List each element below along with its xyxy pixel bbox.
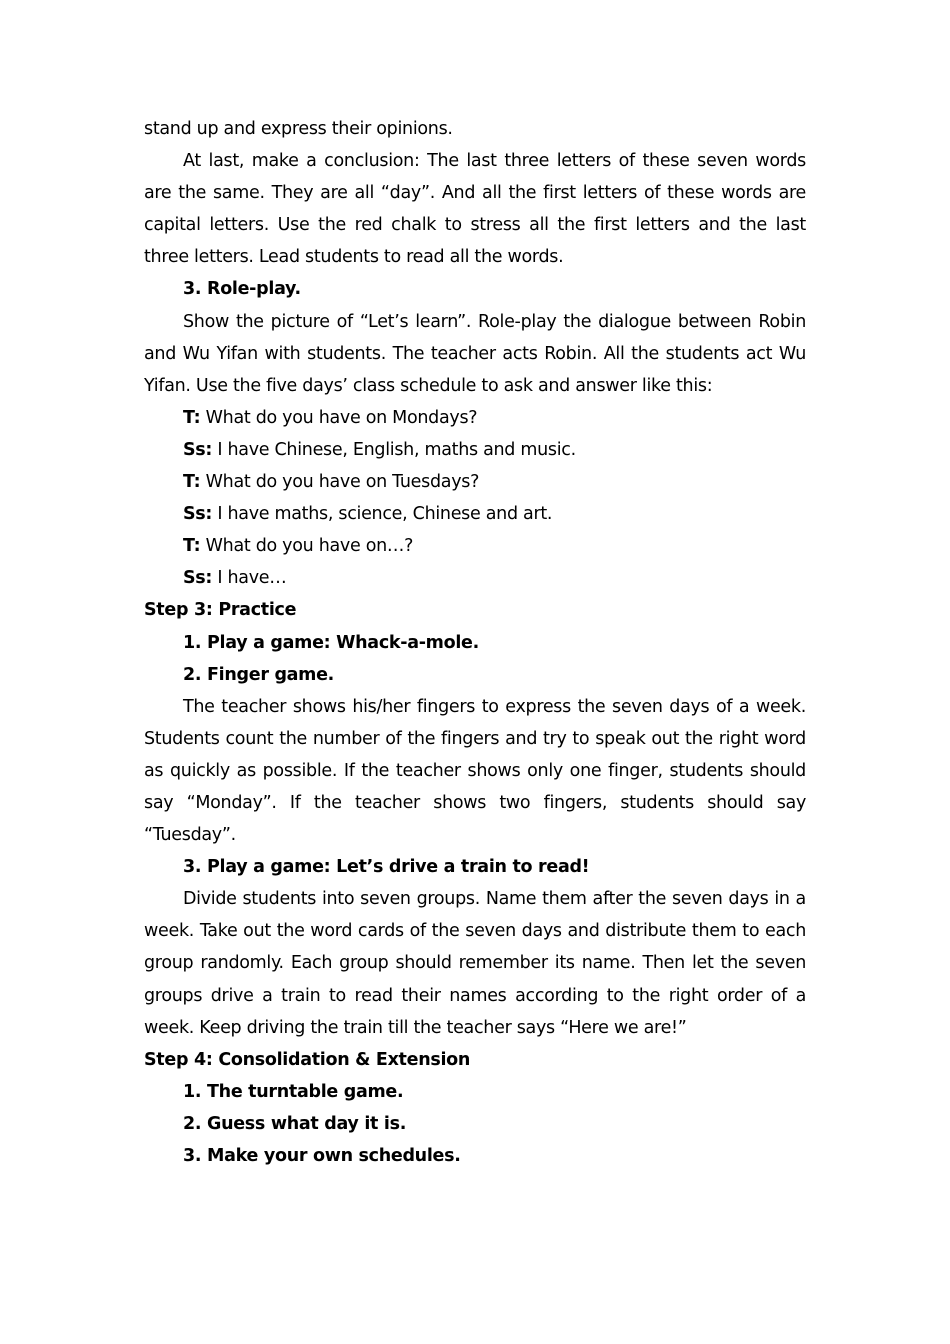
dialogue-text: What do you have on…? [200,536,414,557]
step3-item-train-game: 3. Play a game: Let’s drive a train to read! [183,857,590,878]
step3-item-whack-a-mole: 1. Play a game: Whack-a-mole. [183,632,479,653]
paragraph-roleplay: Show the picture of “Let’s learn”. Role-play the dialogue between Robin and Wu Yifan with students. The teacher acts Robin. All the students act Wu Yifan. Use the five days’ class schedule to ask and answer like this: [144,311,806,396]
speaker-label: T: [183,472,201,493]
step4-item-turntable: 1. The turntable game. [183,1081,404,1102]
dialogue-line [144,562,806,594]
speaker-label: Ss: [183,504,213,525]
paragraph-opening: stand up and express their opinions. [144,119,453,139]
dialogue-line [144,466,806,498]
dialogue-line [144,498,806,530]
dialogue-line [144,530,806,562]
roleplay-heading: 3. Role-play. [183,279,301,300]
dialogue-line [144,402,806,434]
paragraph-conclusion: At last, make a conclusion: The last three letters of these seven words are the same. They are all “day”. And all the first letters of these words are capital letters. Use the red chalk to stress all the first letters and the last three letters. Lead students to read all the words. [144,151,806,268]
speaker-label: Ss: [183,568,213,589]
step3-item-finger-game: 2. Finger game. [183,664,335,685]
speaker-label: Ss: [183,439,213,460]
step4-item-schedules: 3. Make your own schedules. [183,1146,461,1166]
step3-heading: Step 3: Practice [144,600,297,621]
step4-heading: Step 4: Consolidation & Extension [144,1049,471,1070]
speaker-label: T: [183,407,201,428]
dialogue [144,402,806,595]
dialogue-text: I have Chinese, English, maths and music. [212,439,576,460]
paragraph-train-game: Divide students into seven groups. Name them after the seven days in a week. Take out the word cards of the seven days and distribute them to each group randomly. Each group should remember its name. Then let the seven groups drive a train to read their names according to the right order of a week. Keep driving the train till the teacher says “Here we are!” [144,889,806,1038]
document-page [144,113,806,1172]
dialogue-text: I have… [212,568,287,589]
paragraph-finger-game: The teacher shows his/her fingers to express the seven days of a week. Students count the number of the fingers and try to speak out the right word as quickly as possible. If the teacher shows only one finger, students should say “Monday”. If the teacher shows two fingers, students should say “Tuesday”. [144,696,806,846]
dialogue-text: I have maths, science, Chinese and art. [212,504,553,525]
speaker-label: T: [183,536,201,557]
dialogue-text: What do you have on Mondays? [200,407,478,428]
dialogue-text: What do you have on Tuesdays? [200,472,480,493]
dialogue-line [144,434,806,466]
step4-item-guess-day: 2. Guess what day it is. [183,1113,407,1134]
